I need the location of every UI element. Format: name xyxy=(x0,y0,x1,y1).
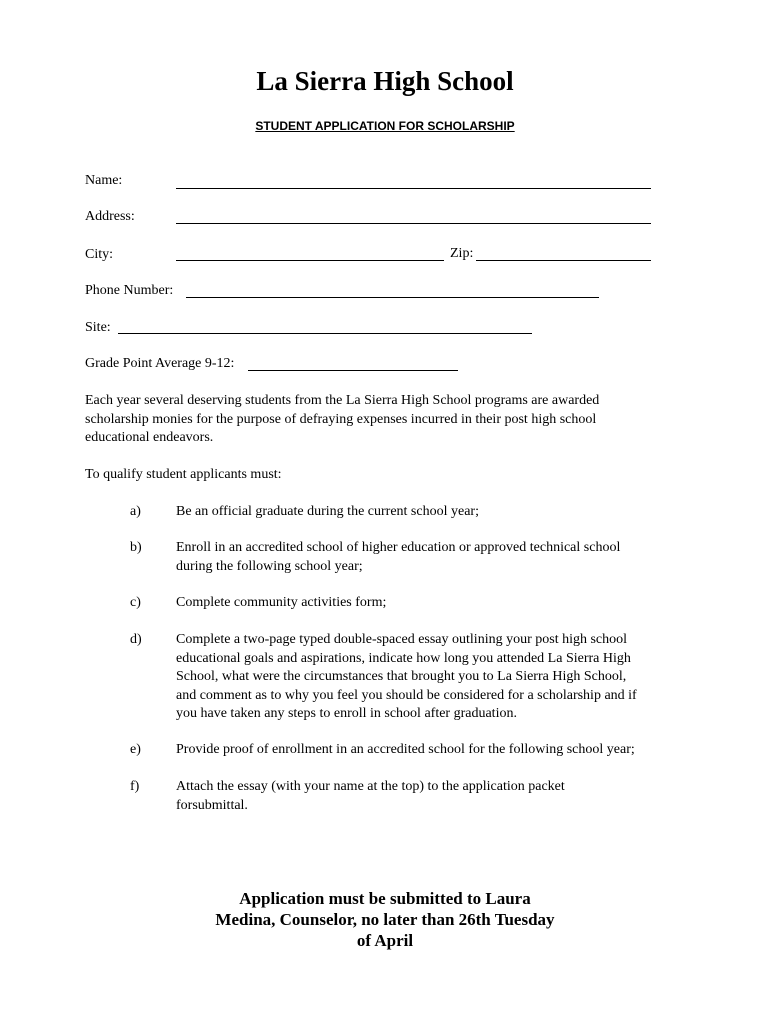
intro-line: Each year several deserving students from the La Sierra High School programs are awarded xyxy=(85,393,600,408)
requirement-marker: e) xyxy=(130,742,141,757)
intro-line: educational endeavors. xyxy=(85,430,214,445)
requirement-text: educational goals and aspirations, indicate how long you attended La Sierra High xyxy=(176,650,631,666)
requirement-marker: f) xyxy=(130,779,140,794)
gpa-field[interactable] xyxy=(248,370,458,371)
requirement-text: Provide proof of enrollment in an accredited school for the following school year; xyxy=(176,742,635,757)
requirement-marker: b) xyxy=(130,540,142,555)
requirement-text: Enroll in an accredited school of higher education or approved technical school xyxy=(176,540,621,555)
requirement-item xyxy=(176,631,637,724)
name-field[interactable] xyxy=(176,188,651,189)
intro-paragraph xyxy=(85,392,685,448)
requirement-item xyxy=(176,594,386,613)
requirement-text: and comment as to why you feel you should be considered for a scholarship and if xyxy=(176,687,637,703)
requirement-text: School, what were the circumstances that brought you to La Sierra High School, xyxy=(176,669,627,684)
requirement-item xyxy=(176,503,479,522)
city-label: City: xyxy=(85,247,114,262)
zip-label: Zip: xyxy=(450,246,474,261)
address-field[interactable] xyxy=(176,223,651,224)
name-label: Name: xyxy=(85,173,123,188)
zip-field[interactable] xyxy=(476,260,651,261)
site-label: Site: xyxy=(85,320,111,335)
submission-notice-line: Medina, Counselor, no later than 26th Tuesday xyxy=(215,910,555,929)
intro-line: scholarship monies for the purpose of defraying expenses incurred in their post high school xyxy=(85,411,597,427)
submission-notice xyxy=(0,888,770,951)
qualify-heading: To qualify student applicants must: xyxy=(85,467,282,482)
requirement-text: forsubmittal. xyxy=(176,797,248,813)
requirement-marker: d) xyxy=(130,632,142,647)
site-field[interactable] xyxy=(118,333,532,334)
phone-label: Phone Number: xyxy=(85,283,174,298)
gpa-label: Grade Point Average 9-12: xyxy=(85,356,235,371)
requirement-item xyxy=(176,741,635,760)
form-subtitle: STUDENT APPLICATION FOR SCHOLARSHIP xyxy=(255,119,515,133)
requirement-marker: c) xyxy=(130,595,141,610)
requirement-text: Complete community activities form; xyxy=(176,595,387,610)
requirement-item xyxy=(176,539,620,576)
requirement-text: Complete a two-page typed double-spaced essay outlining your post high school xyxy=(176,632,628,647)
city-field[interactable] xyxy=(176,260,444,261)
submission-notice-line: of April xyxy=(356,931,414,950)
requirement-text: Be an official graduate during the current school year; xyxy=(176,504,479,519)
requirement-item xyxy=(176,778,565,815)
submission-notice-line: Application must be submitted to Laura xyxy=(239,889,531,908)
phone-field[interactable] xyxy=(186,297,599,298)
address-label: Address: xyxy=(85,209,135,224)
requirement-marker: a) xyxy=(130,504,141,519)
page-title: La Sierra High School xyxy=(256,66,514,96)
requirement-text: Attach the essay (with your name at the top) to the application packet xyxy=(176,779,565,794)
requirement-text: during the following school year; xyxy=(176,558,363,574)
requirement-text: you have taken any steps to enroll in school after graduation. xyxy=(176,706,517,721)
